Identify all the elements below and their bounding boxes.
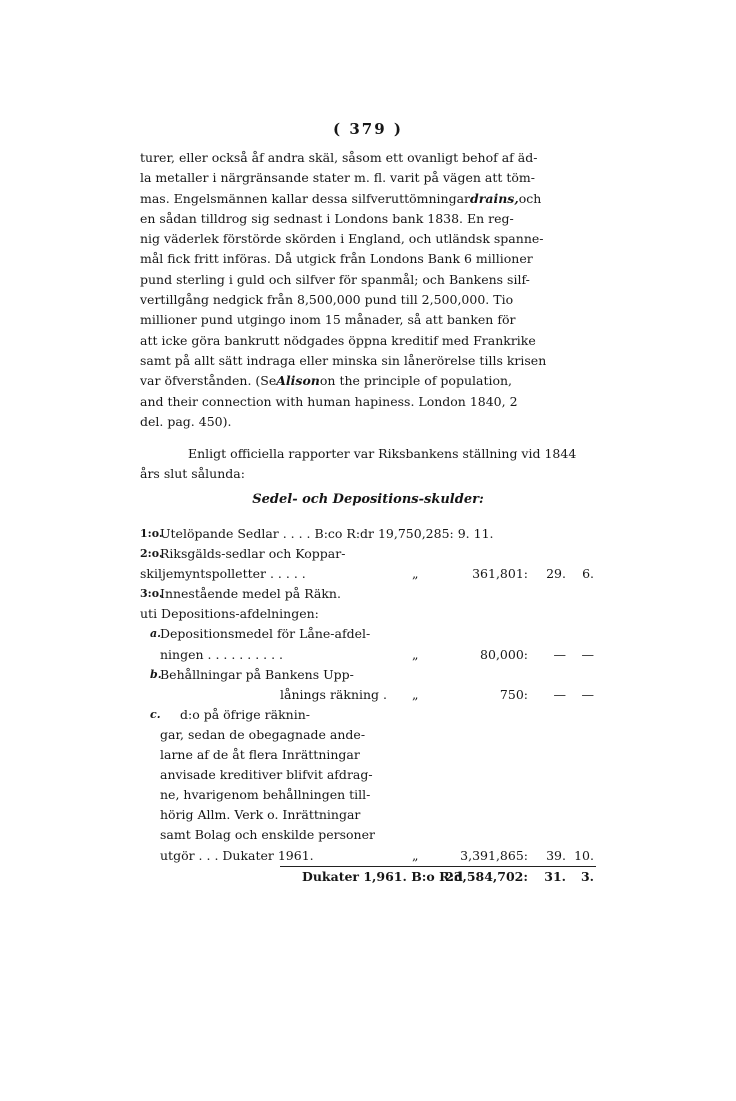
item-text: Behållningar på Bankens Upp- xyxy=(160,666,354,682)
drains-term: drains, xyxy=(470,190,519,206)
total-amount: 23,584,702: xyxy=(445,869,528,884)
paragraph-2-line xyxy=(140,464,596,484)
line-text: nig väderlek förstörde skörden i England, och utländsk spanne- xyxy=(140,231,544,247)
item-text: larne af de åt flera Inrättningar xyxy=(160,747,360,763)
ditto-mark: „ xyxy=(412,686,419,702)
line-text: millioner pund utgingo inom 15 månader, så att banken för xyxy=(140,312,516,328)
text-line xyxy=(140,371,596,391)
text-line xyxy=(140,249,596,269)
ledger-table xyxy=(140,524,596,866)
line-text: en sådan tilldrog sig sednast i Londons bank 1838. En reg- xyxy=(140,210,514,226)
item-text: ne, hvarigenom behållningen till- xyxy=(160,787,371,803)
alison-reference: Alison xyxy=(276,373,320,389)
item-text: Riksgälds-sedlar och Koppar- xyxy=(160,546,346,562)
line-text: and their connection with human hapiness. London 1840, 2 xyxy=(140,393,518,409)
item-text: utgör . . . Dukater 1961. xyxy=(160,847,314,863)
table-row xyxy=(140,584,596,604)
item-text: d:o på öfrige räknin- xyxy=(180,706,310,722)
item-text: Innestående medel på Räkn. xyxy=(160,586,341,602)
penning: — xyxy=(581,686,594,702)
section-subheading: Sedel- och Depositions-skulder: xyxy=(252,492,484,507)
item-letter: c. xyxy=(150,707,161,721)
total-row xyxy=(140,869,596,889)
line-text: och xyxy=(518,190,542,206)
table-row xyxy=(140,846,596,866)
ditto-mark: „ xyxy=(412,646,419,662)
line-text: var öfverstånden. (Se xyxy=(140,373,277,389)
ditto-mark: „ xyxy=(412,566,419,582)
text-line xyxy=(140,270,596,290)
item-text: lånings räkning . xyxy=(280,686,387,702)
line-text: års slut sålunda: xyxy=(140,466,245,482)
line-text: la metaller i närgränsande stater m. fl. varit på vägen att töm- xyxy=(140,170,536,186)
table-row xyxy=(140,685,596,705)
table-row xyxy=(140,524,596,544)
line-text: att icke göra bankrutt nödgades öppna kreditif med Frankrike xyxy=(140,332,536,348)
page-number: ( 379 ) xyxy=(333,120,403,138)
line-text: mas. Engelsmännen kallar dessa silfveruttömningar xyxy=(140,190,471,206)
amount: 361,801: xyxy=(472,566,528,582)
line-text: Enligt officiella rapporter var Riksbankens ställning vid 1844 xyxy=(188,446,577,462)
item-number: 3:o. xyxy=(140,587,163,601)
table-row xyxy=(140,745,596,765)
total-label: Dukater 1,961. B:o R:d xyxy=(302,869,463,884)
line-text: del. pag. 450). xyxy=(140,413,232,429)
text-line xyxy=(140,351,596,371)
item-number: 1:o. xyxy=(140,527,163,540)
skilling: 39. xyxy=(546,847,566,863)
item-text: uti Depositions-afdelningen: xyxy=(140,606,319,622)
item-text: gar, sedan de obegagnade ande- xyxy=(160,726,366,742)
amount: 3,391,865: xyxy=(460,847,528,863)
line-text: pund sterling i guld och silfver för spanmål; och Bankens silf- xyxy=(140,271,530,287)
amount: 750: xyxy=(499,686,528,702)
text-line xyxy=(140,310,596,330)
skilling: 29. xyxy=(546,566,566,582)
text-line xyxy=(140,392,596,412)
text-line xyxy=(140,229,596,249)
table-row xyxy=(140,825,596,845)
table-row xyxy=(140,725,596,745)
paragraph-1 xyxy=(140,148,596,485)
text-line xyxy=(140,209,596,229)
table-row xyxy=(140,705,596,725)
item-text: anvisade kreditiver blifvit afdrag- xyxy=(160,767,373,783)
table-row xyxy=(140,624,596,644)
item-text: ningen . . . . . . . . . . xyxy=(160,646,284,662)
item-text: samt Bolag och enskilde personer xyxy=(160,827,375,843)
table-row xyxy=(140,645,596,665)
penning: 6. xyxy=(582,566,594,582)
table-row xyxy=(140,785,596,805)
table-row xyxy=(140,604,596,624)
paragraph-2-line xyxy=(140,444,596,464)
skilling: — xyxy=(553,686,566,702)
amount: 80,000: xyxy=(480,646,528,662)
table-row xyxy=(140,765,596,785)
line-text: on the principle of population, xyxy=(319,373,513,389)
text-line xyxy=(140,148,596,168)
table-row xyxy=(140,805,596,825)
ditto-mark: „ xyxy=(412,847,419,863)
item-text: skiljemyntspolletter . . . . . xyxy=(140,566,306,582)
item-letter: a. xyxy=(150,627,161,641)
table-row xyxy=(140,564,596,584)
item-number: 2:o. xyxy=(140,547,163,561)
total-penning: 3. xyxy=(580,869,594,884)
table-row xyxy=(140,544,596,564)
penning: 10. xyxy=(574,847,594,863)
text-line xyxy=(140,331,596,351)
item-letter: b. xyxy=(150,667,162,681)
item-text: hörig Allm. Verk o. Inrättningar xyxy=(160,807,361,823)
table-row xyxy=(140,665,596,685)
skilling: — xyxy=(553,646,566,662)
line-text: mål fick fritt införas. Då utgick från Londons Bank 6 millioner xyxy=(140,251,533,267)
line-text: vertillgång nedgick från 8,500,000 pund till 2,500,000. Tio xyxy=(140,292,514,308)
penning: — xyxy=(581,646,594,662)
line-text: turer, eller också åf andra skäl, såsom ett ovanligt behof af äd- xyxy=(140,150,538,165)
total-skilling: 31. xyxy=(544,869,566,884)
item-text: Depositionsmedel för Låne-afdel- xyxy=(160,626,371,642)
line-text: samt på allt sätt indraga eller minska sin lånerörelse tills krisen xyxy=(140,352,547,368)
text-line xyxy=(140,189,596,209)
item-text: Utelöpande Sedlar . . . . B:co R:dr 19,750,285: 9. 11. xyxy=(160,526,494,541)
text-line xyxy=(140,412,596,432)
text-line xyxy=(140,290,596,310)
text-line xyxy=(140,168,596,188)
total-rule xyxy=(280,866,596,867)
